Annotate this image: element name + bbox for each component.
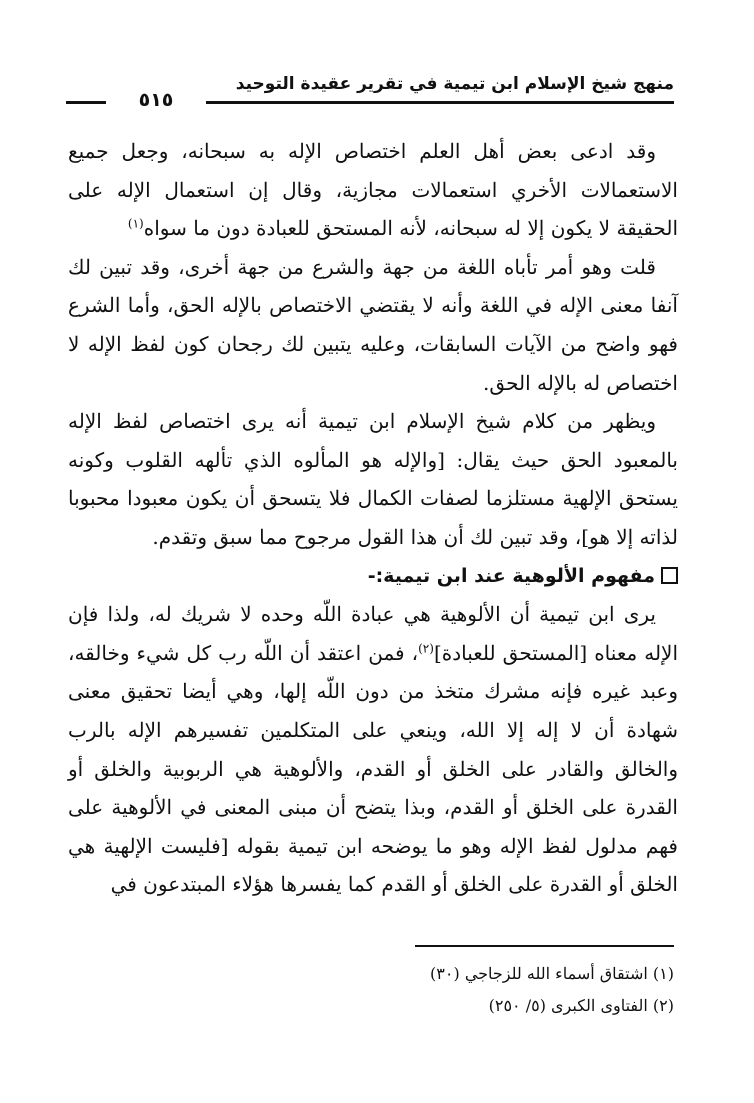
paragraph-2: قلت وهو أمر تأباه اللغة من جهة والشرع من جهة أخرى، وقد تبين لك آنفا معنى الإله في اللغة وأنه لا يقتضي الاختصاص بالإله الحق، وأما الشرع فهو واضح من الآيات السابقات، وعليه يتبين لك رجحان كون لفظ الإله لا اختصاص له بالإله الحق. — [68, 254, 678, 395]
square-bullet-icon — [661, 567, 678, 584]
footnote-ref-2: (٢) — [418, 641, 434, 656]
footnote-rule — [415, 945, 674, 947]
footnote-ref-1: (١) — [127, 216, 144, 231]
paragraph-1 — [68, 132, 678, 248]
paragraph-3: ويظهر من كلام شيخ الإسلام ابن تيمية أنه يرى اختصاص لفظ الإله بالمعبود الحق حيث يقال: [والإله هو المألوه الذي تألهه القلوب وكونه يستحق الإلهية مستلزما لصفات الكمال فلا يتسحق أن يكون معبودا محبوبا لذاته إلا هو]، وقد تبين لك أن هذا القول مرجوح مما سبق وتقدم. — [68, 409, 678, 549]
body-text — [68, 132, 678, 904]
footnote-2: (٢) الفتاوى الكبرى (٥/ ٢٥٠) — [488, 996, 674, 1015]
footnotes — [274, 958, 674, 1022]
page-number: ٥١٥ — [106, 88, 206, 112]
footnote-1: (١) اشتقاق أسماء الله للزجاجي (٣٠) — [430, 964, 674, 983]
running-title: منهج شيخ الإسلام ابن تيمية في تقرير عقيدة التوحيد — [235, 74, 674, 94]
paragraph-1-text: وقد ادعى بعض أهل العلم اختصاص الإله به سبحانه، وجعل جميع الاستعمالات الأخري استعمالات مجازية، وقال إن استعمال الإله على الحقيقة لا يكون إلا له سبحانه، لأنه المستحق للعبادة دون ما سواه — [68, 139, 678, 241]
section-heading-text: مفهوم الألوهية عند ابن تيمية:- — [367, 564, 655, 587]
section-heading — [68, 557, 678, 596]
paragraph-4-text-a: يرى ابن تيمية أن الألوهية هي عبادة اللّه وحده لا شريك له، ولذا فإن الإله معناه [المستحق للعبادة] — [68, 602, 679, 665]
paragraph-4-text-b: ، فمن اعتقد أن اللّه رب كل شيء وخالقه، وعبد غيره فإنه مشرك متخذ من دون اللّه إلها، وهي أيضا تحقيق معنى شهادة أن لا إله إلا الله، وينعي على المتكلمين تفسيرهم الإله بالرب والخالق والقادر على الخلق أو القدم، والألوهية هي الربوبية والخلق أو القدرة على الخلق أو القدم، وبذا يتضح أن مبنى المعنى في الألوهية على فهم مدلول لفظ الإله وهو ما يوضحه ابن تيمية بقوله [فليست الإلهية هي الخلق أو القدرة على الخلق أو القدم كما يفسرها هؤلاء المبتدعون في — [68, 640, 678, 897]
paragraph-4 — [68, 595, 678, 904]
